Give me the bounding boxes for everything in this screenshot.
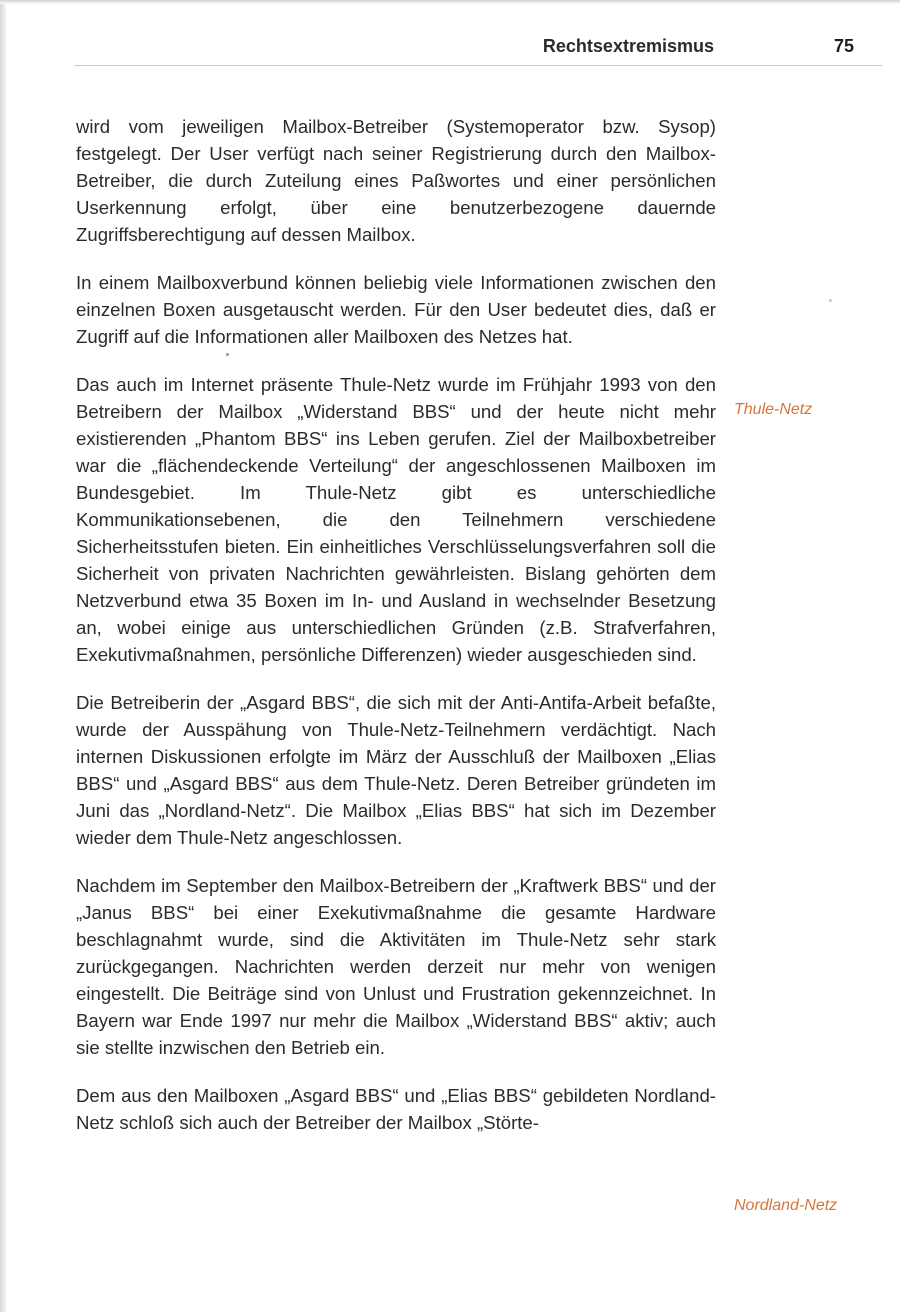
paragraph-thule-netz: Das auch im Internet präsente Thule-Netz wurde im Frühjahr 1993 von den Betreibern der Mailbox „Widerstand BBS“ und der heute nicht mehr existierenden „Phantom BBS“ ins Leben gerufen. Ziel der Mailboxbetreiber war die „flächendeckende Verteilung“ der angeschlossenen Mailboxen im Bundesgebiet. Im Thule-Netz gibt es unterschiedliche Kommunikationsebenen, die den Teilnehmern verschiedene Sicherheitsstufen bieten. Ein einheitliches Verschlüsselungsverfahren soll die Sicherheit von privaten Nachrichten gewährleisten. Bislang gehörten dem Netzverbund etwa 35 Boxen im In- und Ausland in wechselnder Besetzung an, wobei einige aus unterschiedlichen Gründen (z.B. Strafverfahren, Exekutivmaßnahmen, persönliche Differenzen) wieder ausgeschieden sind.	[76, 374, 716, 665]
page-top-edge	[0, 0, 900, 4]
paragraph-1: wird vom jeweiligen Mailbox-Betreiber (Systemoperator bzw. Sysop) festgelegt. Der User verfügt nach seiner Registrierung durch den Mailbox-Betreiber, die durch Zuteilung eines Paßwortes und einer persönlichen Userkennung erfolgt, über eine benutzerbezogene dauernde Zugriffsberechtigung auf dessen Mailbox.	[76, 116, 716, 245]
running-header-title: Rechtsextremismus	[542, 36, 714, 56]
page-binding-edge	[0, 0, 6, 1312]
paragraph-asgard: Die Betreiberin der „Asgard BBS“, die sich mit der Anti-Antifa-Arbeit befaßte, wurde der Ausspähung von Thule-Netz-Teilnehmern verdächtigt. Nach internen Diskussionen erfolgte im März der Ausschluß der Mailboxen „Elias BBS“ und „Asgard BBS“ aus dem Thule-Netz. Deren Betreiber gründeten im Juni das „Nordland-Netz“. Die Mailbox „Elias BBS“ hat sich im Dezember wieder dem Thule-Netz angeschlossen.	[76, 692, 716, 848]
paragraph-kraftwerk: Nachdem im September den Mailbox-Betreibern der „Kraftwerk BBS“ und der „Janus BBS“ bei einer Exekutivmaßnahme die gesamte Hardware beschlagnahmt wurde, sind die Aktivitäten im Thule-Netz sehr stark zurückgegangen. Nachrichten werden derzeit nur mehr von wenigen eingestellt. Die Beiträge sind von Unlust und Frustration gekennzeichnet. In Bayern war Ende 1997 nur mehr die Mailbox „Widerstand BBS“ aktiv; auch sie stellte inzwischen den Betrieb ein.	[76, 875, 716, 1058]
running-header	[74, 36, 882, 66]
header-rule	[74, 65, 882, 66]
body-text	[76, 113, 716, 1157]
paragraph-2: In einem Mailboxverbund können beliebig viele Informationen zwischen den einzelnen Boxen ausgetauscht werden. Für den User bedeutet dies, daß er Zugriff auf die Informationen aller Mailboxen des Netzes hat.	[76, 272, 716, 347]
page-number: 75	[833, 36, 854, 56]
scan-speck	[226, 353, 229, 356]
scan-speck	[829, 299, 832, 302]
margin-note-nordland-netz: Nordland-Netz	[734, 1197, 838, 1214]
paragraph-nordland-netz: Dem aus den Mailboxen „Asgard BBS“ und „Elias BBS“ gebildeten Nordland-Netz schloß sich auch der Betreiber der Mailbox „Störte-	[76, 1085, 716, 1133]
margin-note-thule-netz: Thule-Netz	[734, 401, 813, 418]
